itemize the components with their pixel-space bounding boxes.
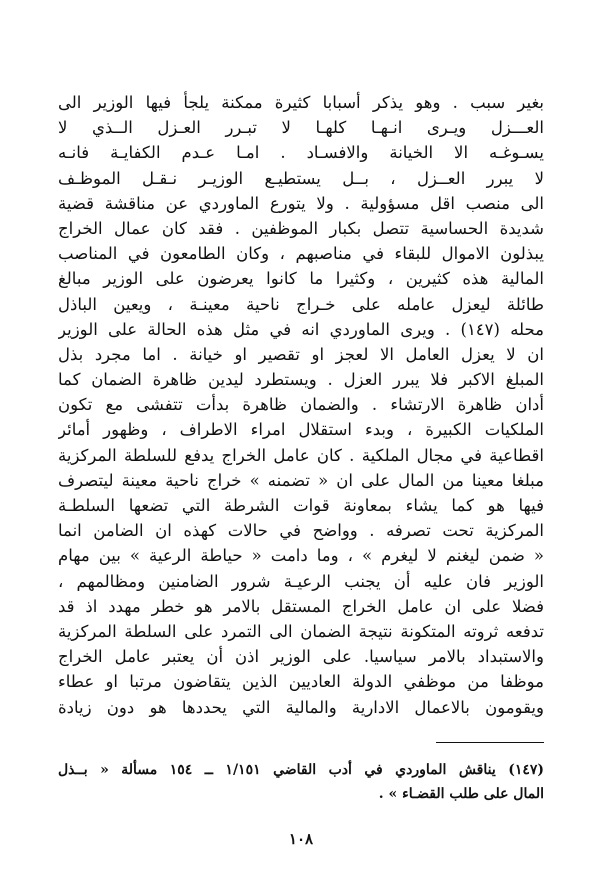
text-line: ويقومون بالاعمال الادارية والمالية التي يحددها هو دون زيادة (58, 697, 544, 717)
text-line: موظفا من موظفي الدولة العاديين الذين يتقاضون مرتبا او عطاء (58, 672, 544, 692)
text-line: « ضمن ليغنم لا ليغرم » ، وما دامت « حياطة الرعية » بين مهام (58, 546, 544, 566)
text-line: الوزير فان عليه أن يجنب الرعيـة شرور الضامنين ومظالمهم ، (58, 571, 544, 591)
text-line: طائلة ليعزل عامله على خـراج ناحية معينـة ، ويعين الباذل (58, 294, 544, 314)
text-line: محله (١٤٧) . ويرى الماوردي انه في مثل هذه الحالة على الوزير (58, 319, 544, 339)
footnote-divider (436, 742, 544, 743)
text-line: فضلا على ان عامل الخراج المستقل بالامر هو خطر مهدد اذ قد (58, 596, 544, 616)
footnote (58, 758, 544, 806)
text-line: يبذلون الاموال للبقاء في مناصبهم ، وكان الطامعون في المناصب (58, 244, 544, 264)
text-line: أدان ظاهرة الارتشاء . والضمان ظاهرة بدأت تتفشى مع تكون (58, 395, 544, 415)
text-line: الملكيات الكبيرة ، وبدء استقلال امراء الاطراف ، وظهور أمائر (58, 420, 544, 440)
text-line: ان لا يعزل العامل الا لعجز او تقصير او خيانة . اما مجرد بذل (58, 344, 544, 364)
text-line: مبلغا معينا من المال على ان « تضمنه » خراج ناحية معينة ليتصرف (58, 470, 544, 490)
text-line: شديدة الحساسية تتصل بكبار الموظفين . فقد كان عمال الخراج (58, 218, 544, 238)
body-text (58, 90, 544, 720)
text-line: لا يبرر العــزل ، بــل يستطيـع الوزيـر نـقـل الموظـف (58, 168, 544, 188)
text-line: تدفعه ثروته المتكونة نتيجة الضمان الى التمرد على السلطة المركزية (58, 621, 544, 641)
text-line: اقطاعية في مجال الملكية . كان عامل الخراج يدفع للسلطة المركزية (58, 445, 544, 465)
text-line: العـــزل ويـرى انـهـا كلهـا لا تبـرر العـزل الــذي لا (58, 118, 544, 138)
text-line: بغير سبب . وهو يذكر أسبابا كثيرة ممكنة يلجأ فيها الوزير الى (58, 93, 544, 112)
footnote-line: (١٤٧) يناقش الماوردي في أدب القاضي ١/١٥١ ــ ١٥٤ مسألة « بــذل (58, 762, 544, 778)
text-line: المركزية تحت تصرفه . وواضح في حالات كهذه ان الضامن انما (58, 521, 544, 541)
text-line: فيها هو كما يشاء بمعاونة قوات الشرطة التي تضعها السلطـة (58, 496, 544, 515)
footnote-line: المال على طلب القضـاء » . (378, 786, 544, 802)
text-line: يسـوغـه الا الخيانة والافسـاد . امـا عـدم الكفايـة فانـه (58, 143, 544, 163)
text-line: المبلغ الاكبر فلا يبرر العزل . ويستطرد ليدين ظاهرة الضمان كما (58, 370, 544, 390)
page-number: ١٠٨ (288, 830, 314, 848)
text-line: المالية هذه كثيرين ، وكثيرا ما كانوا يعرضون على الوزير مبالغ (58, 269, 544, 289)
text-line: الى منصب اقل مسؤولية . ولا يتورع الماوردي عن مناقشة قضية (58, 193, 544, 213)
text-line: والاستبداد بالامر سياسيا. على الوزير اذن أن يعتبر عامل الخراج (58, 647, 544, 667)
